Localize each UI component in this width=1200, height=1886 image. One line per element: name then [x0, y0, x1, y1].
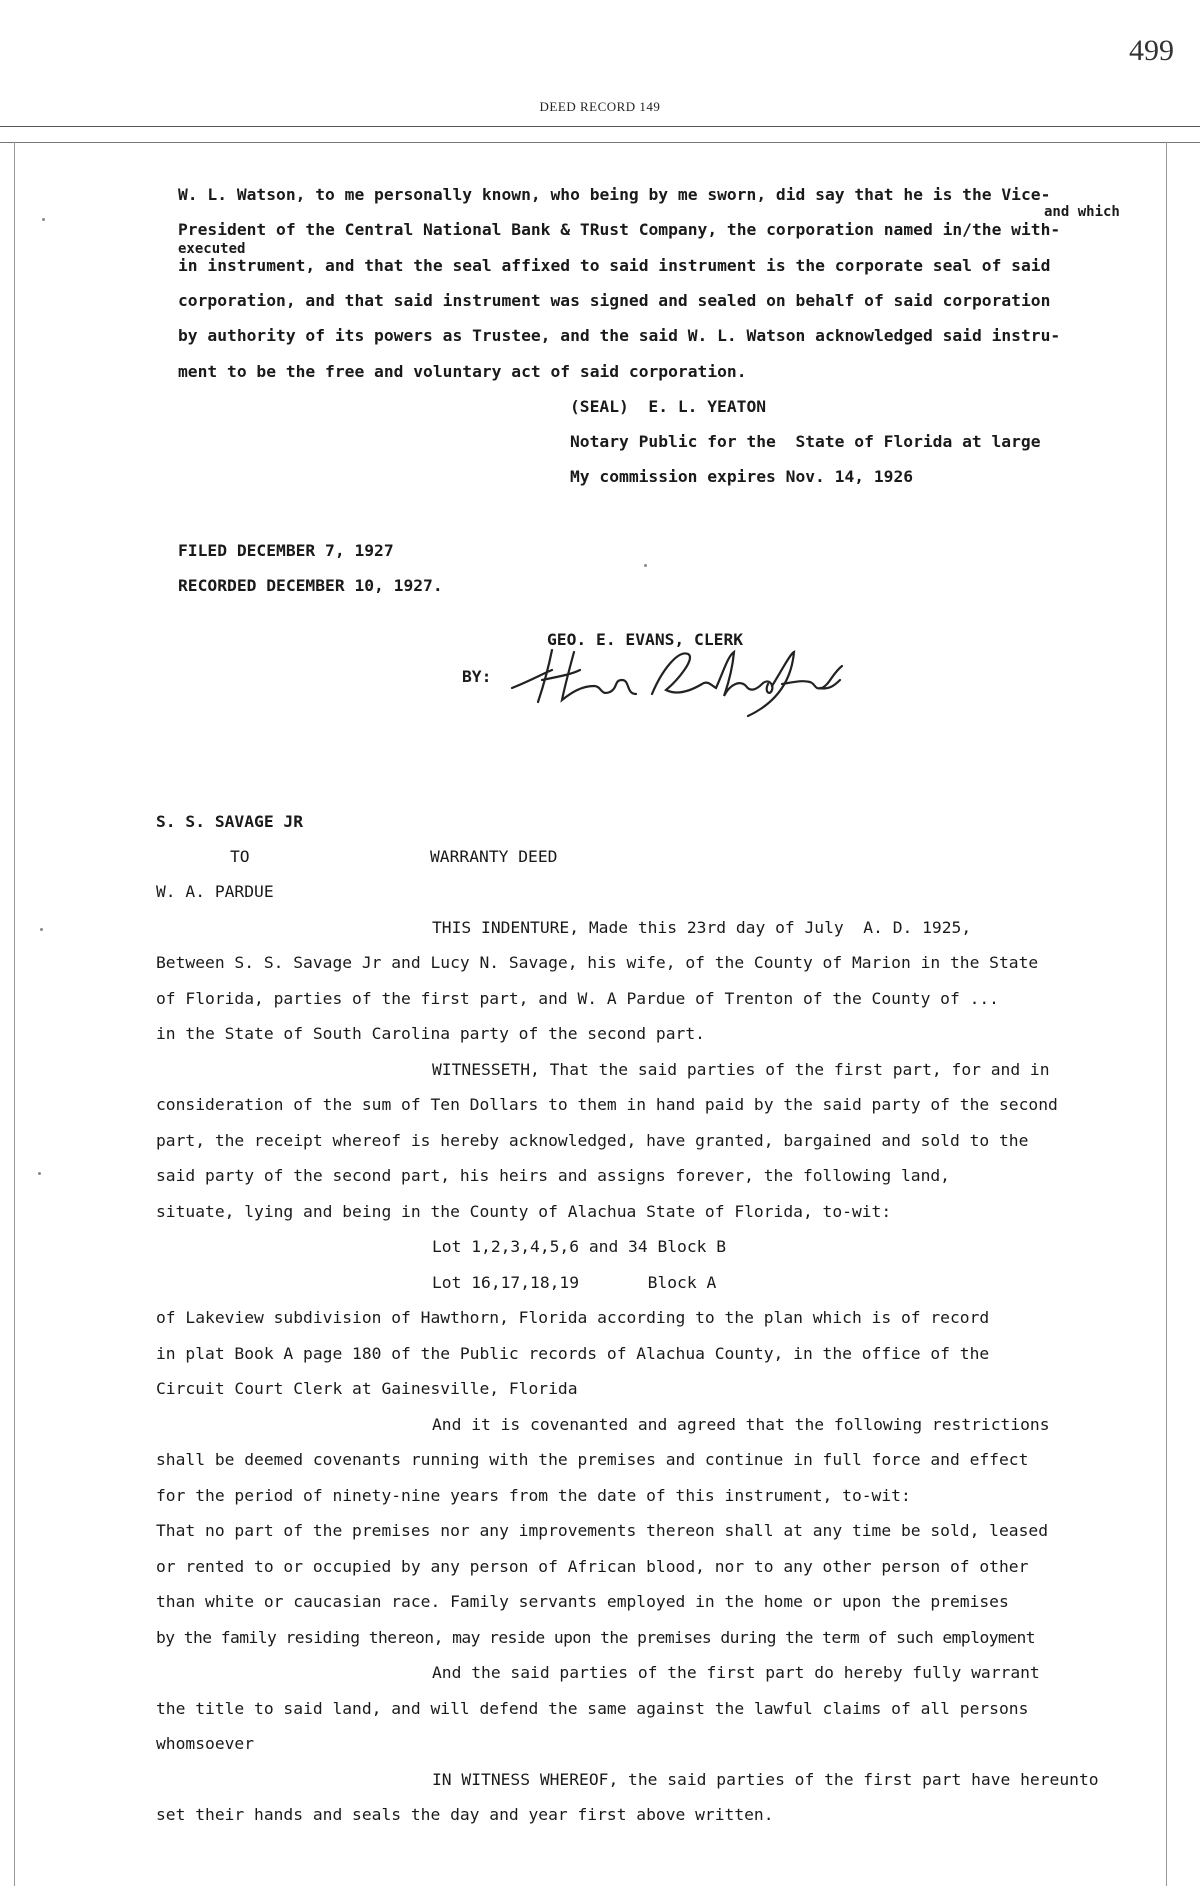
ack-line-3: in instrument, and that the seal affixed to said instrument is the corporate seal of said [178, 256, 1051, 275]
deed-line-24: whomsoever [156, 1734, 255, 1753]
deed-line-17: for the period of ninety-nine years from the date of this instrument, to-wit: [156, 1486, 911, 1505]
notary-title: Notary Public for the State of Florida at large [570, 432, 1041, 451]
ack-line-4: corporation, and that said instrument was signed and sealed on behalf of said corporation [178, 291, 1051, 310]
ack-line-5: by authority of its powers as Trustee, and the said W. L. Watson acknowledged said instru- [178, 326, 1061, 345]
header-rule-bottom [0, 142, 1200, 143]
deed-line-13: in plat Book A page 180 of the Public records of Alachua County, in the office of the [156, 1344, 990, 1363]
scan-speck [42, 218, 45, 221]
deed-type: WARRANTY DEED [430, 847, 558, 866]
deed-line-23: the title to said land, and will defend the same against the lawful claims of all persons [156, 1699, 1029, 1718]
to-label: TO [230, 847, 250, 866]
deed-line-2: Between S. S. Savage Jr and Lucy N. Savage, his wife, of the County of Marion in the State [156, 953, 1039, 972]
ack-line-1: W. L. Watson, to me personally known, who being by me sworn, did say that he is the Vice- [178, 185, 1051, 204]
clerk-name: GEO. E. EVANS, CLERK [547, 630, 744, 649]
deed-line-25: IN WITNESS WHEREOF, the said parties of the first part have hereunto [432, 1770, 1099, 1789]
deed-line-18: That no part of the premises nor any improvements thereon shall at any time be sold, leased [156, 1521, 1048, 1540]
deed-line-1: THIS INDENTURE, Made this 23rd day of July A. D. 1925, [432, 918, 972, 937]
ack-line-6: ment to be the free and voluntary act of said corporation. [178, 362, 747, 381]
left-margin-line [14, 142, 15, 1886]
filed-date: FILED DECEMBER 7, 1927 [178, 541, 394, 560]
deed-line-20: than white or caucasian race. Family servants employed in the home or upon the premises [156, 1592, 1009, 1611]
notary-commission: My commission expires Nov. 14, 1926 [570, 467, 914, 486]
recorded-date: RECORDED DECEMBER 10, 1927. [178, 576, 443, 595]
deed-line-14: Circuit Court Clerk at Gainesville, Florida [156, 1379, 578, 1398]
deed-line-5: WITNESSETH, That the said parties of the first part, for and in [432, 1060, 1050, 1079]
deed-line-8: said party of the second part, his heirs and assigns forever, the following land, [156, 1166, 950, 1185]
deed-line-26: set their hands and seals the day and year first above written. [156, 1805, 774, 1824]
deed-line-15: And it is covenanted and agreed that the following restrictions [432, 1415, 1050, 1434]
grantor: S. S. SAVAGE JR [156, 812, 304, 831]
lot-line-block-a: Lot 16,17,18,19 Block A [432, 1273, 717, 1292]
deed-line-22: And the said parties of the first part do hereby fully warrant [432, 1663, 1040, 1682]
ack-insert-executed: executed [178, 241, 246, 257]
grantee: W. A. PARDUE [156, 882, 274, 901]
notary-seal: (SEAL) E. L. YEATON [570, 397, 767, 416]
scan-speck [38, 1172, 41, 1175]
deed-line-9: situate, lying and being in the County of Alachua State of Florida, to-wit: [156, 1202, 892, 1221]
ack-line-2: President of the Central National Bank & TRust Company, the corporation named in/the with- [178, 220, 1061, 239]
deed-line-3: of Florida, parties of the first part, and W. A Pardue of Trenton of the County of ... [156, 989, 999, 1008]
ack-insert-and-which: and which [1044, 204, 1120, 220]
scan-speck [40, 928, 43, 931]
deed-line-19: or rented to or occupied by any person of African blood, nor to any other person of other [156, 1557, 1029, 1576]
header-rule-top [0, 126, 1200, 127]
page-number: 499 [1129, 34, 1174, 67]
deed-line-16: shall be deemed covenants running with the premises and continue in full force and effect [156, 1450, 1029, 1469]
right-margin-line [1166, 142, 1167, 1886]
deed-line-21: by the family residing thereon, may reside upon the premises during the term of such employment [156, 1628, 1035, 1647]
by-label: BY: [462, 667, 492, 686]
scan-speck [644, 564, 647, 567]
deed-line-6: consideration of the sum of Ten Dollars to them in hand paid by the said party of the second [156, 1095, 1058, 1114]
lot-line-block-b: Lot 1,2,3,4,5,6 and 34 Block B [432, 1237, 727, 1256]
deed-line-7: part, the receipt whereof is hereby acknowledged, have granted, bargained and sold to the [156, 1131, 1029, 1150]
clerk-signature [502, 630, 862, 720]
deed-line-4: in the State of South Carolina party of the second part. [156, 1024, 705, 1043]
deed-line-12: of Lakeview subdivision of Hawthorn, Florida according to the plan which is of record [156, 1308, 990, 1327]
book-title: DEED RECORD 149 [539, 99, 661, 114]
